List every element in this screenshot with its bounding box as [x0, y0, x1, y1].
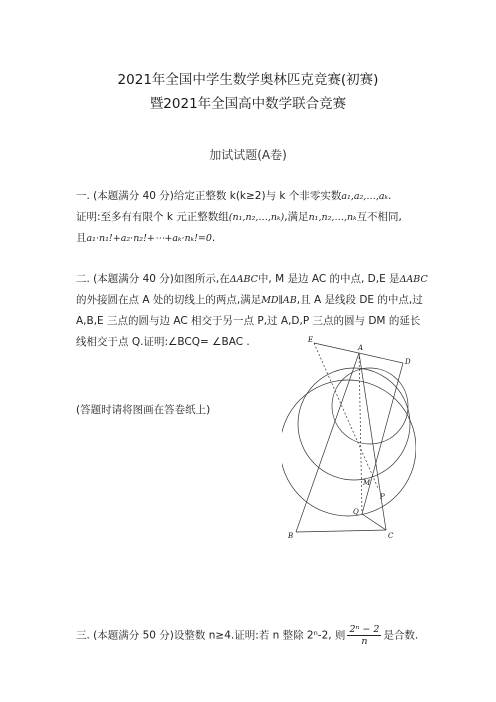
- segment-bc: [296, 530, 386, 532]
- problem-1-math: n₁,n₂,…,nₖ: [308, 212, 357, 223]
- label-e: E: [308, 336, 314, 344]
- problem-2-text: ,且 A 是线段 DE 的中点,过 A,B,E 三点的圆与边 AC 相交于另一点 P,过 A,D,P 三点的圆与 DM 的延长线相交于点 Q.证明:∠BCQ= ∠BAC .: [76, 294, 423, 348]
- problem-1-text: 一. (本题满分 40 分)给定正整数 k(k≥2)与 k 个非零实数: [76, 190, 342, 202]
- label-c: C: [388, 532, 394, 540]
- figure-note: (答题时请将图画在答卷纸上): [76, 404, 211, 416]
- problem-3-fraction: [347, 624, 381, 647]
- problem-1-text: 且: [76, 232, 87, 244]
- fraction-numerator: 2ⁿ − 2: [349, 624, 380, 635]
- problem-2-math: ΔABC: [399, 274, 428, 285]
- problem-2-text: 二. (本题满分 40 分)如图所示,在: [76, 273, 230, 285]
- problem-1: [76, 186, 428, 249]
- label-b: B: [288, 532, 294, 540]
- label-d: D: [405, 358, 411, 366]
- label-m: M: [363, 479, 371, 487]
- exam-title-line1: 2021年全国中学生数学奥林匹克竞赛(初赛): [117, 72, 379, 88]
- segment-aq: [359, 353, 362, 514]
- circle-adp: [332, 368, 408, 444]
- geometry-figure: [282, 332, 416, 542]
- problem-1-text: ,满足: [284, 211, 309, 223]
- problem-3-text: 是合数.: [383, 629, 419, 642]
- problem-2-math: ΔABC: [229, 274, 258, 285]
- problem-1-text: 互不相同,: [356, 211, 402, 223]
- exam-title-line2: 暨2021年全国高中数学联合竞赛: [149, 96, 347, 112]
- label-a: A: [358, 344, 364, 352]
- problem-3: [76, 624, 418, 647]
- problem-1-text: .: [387, 190, 392, 202]
- problem-1-equation: a₁·n₁!+a₂·n₂!+⋯+aₖ·nₖ!=0: [86, 233, 212, 244]
- segment-ab: [296, 353, 359, 532]
- problem-2-math: MD∥AB: [261, 295, 297, 306]
- problem-1-text: .: [211, 232, 216, 244]
- problem-2-text: 的外接圆在点 A 处的切线上的两点,满足: [76, 294, 262, 306]
- problem-2-text: 中, M 是边 AC 的中点, D,E 是: [257, 273, 400, 285]
- problem-1-text: 证明:至多有有限个 k 元正整数组: [76, 211, 229, 223]
- problem-1-math: (n₁,n₂,…,nₖ): [228, 212, 285, 223]
- fraction-denominator: n: [361, 636, 368, 647]
- label-q: Q: [353, 508, 359, 516]
- problem-3-text: 三. (本题满分 50 分)设整数 n≥4.证明:若 n 整除 2ⁿ-2, 则: [76, 629, 346, 642]
- circle-abe: [298, 368, 410, 480]
- problem-1-math: a₁,a₂,…,aₖ: [341, 191, 388, 202]
- circumcircle-abc: [282, 380, 416, 516]
- segment-qc: [362, 514, 386, 530]
- segment-dq: [362, 363, 403, 514]
- label-p: P: [380, 493, 385, 501]
- exam-subtitle: 加试试题(A卷): [209, 148, 287, 162]
